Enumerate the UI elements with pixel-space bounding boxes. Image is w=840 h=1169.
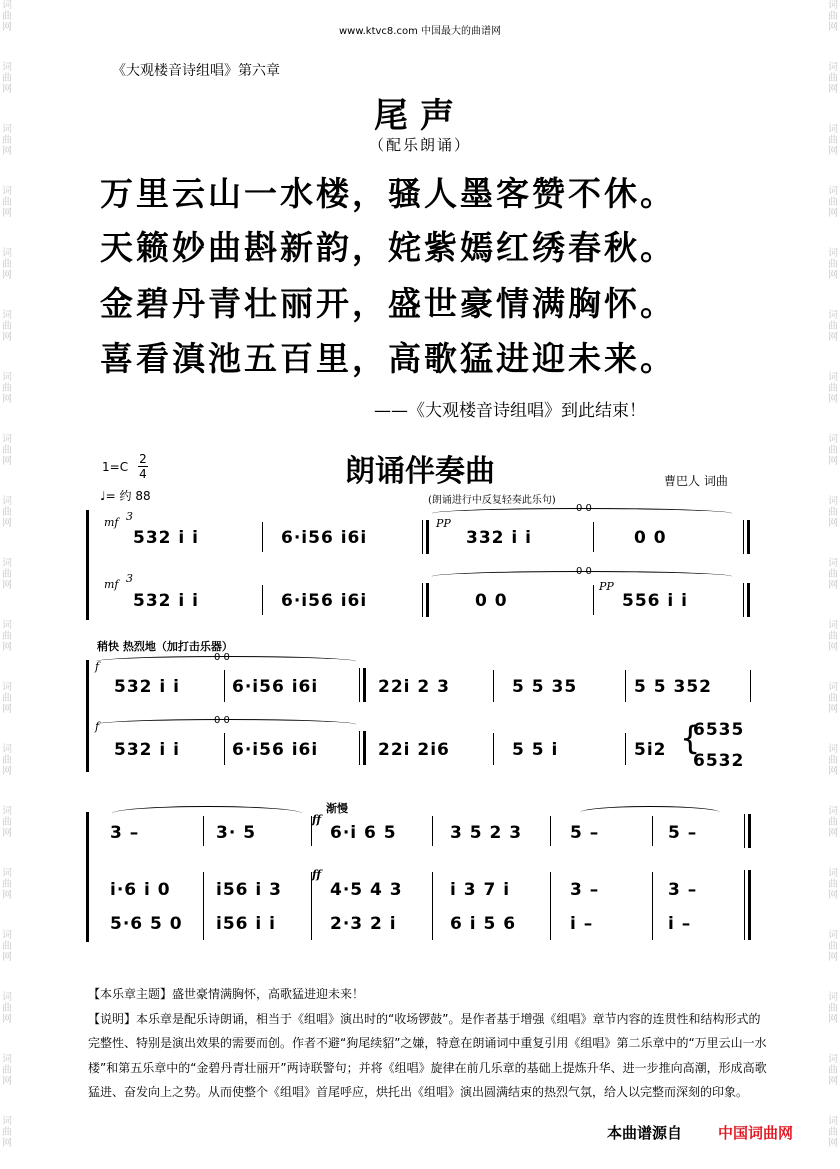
watermark-char: 曲 <box>2 817 12 828</box>
watermark-char: 网 <box>2 22 12 33</box>
watermark-char: 网 <box>2 1138 12 1149</box>
watermark-char: 网 <box>828 84 838 95</box>
repeat-barline <box>426 520 429 554</box>
measure-notes: 22i 2 3 <box>378 677 450 697</box>
watermark-char: 曲 <box>2 1065 12 1076</box>
key-signature: 1=C <box>102 460 129 474</box>
watermark-char: 网 <box>2 270 12 281</box>
barline <box>625 733 626 765</box>
watermark-char: 词 <box>2 248 12 259</box>
watermark-char: 网 <box>828 518 838 529</box>
measure-notes: 6·i56 i6i <box>281 528 368 548</box>
watermark-char: 词 <box>828 744 838 755</box>
watermark-char: 词 <box>828 248 838 259</box>
time-signature <box>138 452 148 481</box>
watermark-char: 曲 <box>828 259 838 270</box>
watermark-char: 网 <box>2 332 12 343</box>
watermark-char: 曲 <box>828 1127 838 1138</box>
time-denominator: 4 <box>139 467 147 481</box>
measure-notes: 532 i i <box>133 528 199 548</box>
measure-notes: i 3 7 i <box>450 880 511 900</box>
rest-marks: 0 0 <box>576 566 592 577</box>
barline <box>493 733 494 765</box>
watermark-group <box>0 186 14 219</box>
rest-marks: 0 0 <box>214 715 230 726</box>
page-title: 尾声 <box>374 96 466 136</box>
measure-notes: 5 – <box>570 823 600 843</box>
triplet-mark: 3 <box>126 510 133 523</box>
watermark-char: 词 <box>2 744 12 755</box>
watermark-char: 词 <box>2 558 12 569</box>
measure-notes: 4·5 4 3 <box>330 880 403 900</box>
watermark-group <box>826 186 840 219</box>
watermark-char: 词 <box>2 372 12 383</box>
watermark-char: 网 <box>828 766 838 777</box>
watermark-char: 网 <box>828 1014 838 1025</box>
watermark-group <box>0 620 14 653</box>
note-paragraph <box>88 1007 768 1105</box>
watermark-char: 网 <box>2 642 12 653</box>
subtitle: （配乐朗诵） <box>368 136 471 154</box>
watermark-char: 词 <box>828 372 838 383</box>
watermark-char: 网 <box>2 580 12 591</box>
measure-notes: 532 i i <box>114 677 180 697</box>
watermark-group <box>0 496 14 529</box>
phrase-slur <box>432 508 732 519</box>
phrase-slur <box>96 719 356 730</box>
dynamic-mark: mf <box>104 578 119 591</box>
footer-source: 本曲谱源自 <box>607 1124 683 1142</box>
barline <box>550 872 551 940</box>
barline <box>743 583 744 617</box>
watermark-group <box>0 372 14 405</box>
measure-notes: i56 i i <box>216 914 276 934</box>
measure-notes: 0 0 <box>475 591 508 611</box>
watermark-group <box>0 930 14 963</box>
watermark-char: 词 <box>2 310 12 321</box>
measure-notes: i56 i 3 <box>216 880 282 900</box>
barline <box>311 816 312 846</box>
watermark-char: 网 <box>828 208 838 219</box>
description-block <box>88 982 768 1105</box>
measure-notes: 5 5 i <box>512 740 559 760</box>
watermark-group <box>0 1054 14 1087</box>
watermark-char: 曲 <box>828 817 838 828</box>
measure-notes: 0 0 <box>634 528 667 548</box>
left-watermark <box>0 0 14 1169</box>
measure-notes: 6·i56 i6i <box>232 740 319 760</box>
watermark-group <box>826 620 840 653</box>
measure-notes: 532 i i <box>133 591 199 611</box>
watermark-char: 曲 <box>828 755 838 766</box>
watermark-group <box>826 744 840 777</box>
tempo-mark: ♩= 约 88 <box>100 489 151 503</box>
watermark-char: 网 <box>828 22 838 33</box>
watermark-char: 曲 <box>828 693 838 704</box>
watermark-group <box>0 558 14 591</box>
watermark-char: 词 <box>828 186 838 197</box>
watermark-char: 词 <box>2 124 12 135</box>
phrase-slur <box>112 806 302 821</box>
watermark-char: 网 <box>828 580 838 591</box>
measure-notes: 3 5 2 3 <box>450 823 523 843</box>
watermark-char: 词 <box>828 620 838 631</box>
watermark-char: 曲 <box>2 631 12 642</box>
watermark-char: 网 <box>828 952 838 963</box>
watermark-char: 网 <box>2 1076 12 1087</box>
watermark-char: 网 <box>828 1076 838 1087</box>
barline <box>744 870 745 940</box>
measure-notes: 5 5 35 <box>512 677 578 697</box>
watermark-char: 网 <box>2 890 12 901</box>
measure-notes: 6·i56 i6i <box>281 591 368 611</box>
watermark-char: 曲 <box>828 569 838 580</box>
chord-brace: { <box>680 719 701 757</box>
watermark-char: 词 <box>828 124 838 135</box>
barline <box>744 814 745 848</box>
barline <box>359 731 360 765</box>
watermark-group <box>826 868 840 901</box>
final-barline <box>748 814 751 848</box>
barline <box>593 585 594 615</box>
watermark-char: 词 <box>2 992 12 1003</box>
watermark-char: 网 <box>2 208 12 219</box>
watermark-char: 网 <box>828 828 838 839</box>
barline <box>743 520 744 554</box>
score-title: 朗诵伴奏曲 <box>345 454 495 489</box>
watermark-group <box>826 1116 840 1149</box>
watermark-char: 曲 <box>2 569 12 580</box>
watermark-char: 曲 <box>828 11 838 22</box>
watermark-char: 词 <box>2 620 12 631</box>
triplet-mark: 3 <box>126 572 133 585</box>
watermark-group <box>826 806 840 839</box>
system-bracket <box>86 660 89 772</box>
barline <box>224 670 225 702</box>
watermark-char: 词 <box>828 930 838 941</box>
measure-notes: 5 – <box>668 823 698 843</box>
watermark-group <box>826 992 840 1025</box>
poem-line: 万里云山一水楼，骚人墨客赞不休。 <box>100 174 676 213</box>
poem-line: 金碧丹青壮丽开，盛世豪情满胸怀。 <box>100 284 676 323</box>
watermark-group <box>826 310 840 343</box>
measure-notes: 6·i 6 5 <box>330 823 397 843</box>
measure-notes: 3 – <box>570 880 600 900</box>
watermark-group <box>826 496 840 529</box>
measure-notes: 6·i56 i6i <box>232 677 319 697</box>
chord-notes: 6532 <box>693 751 745 771</box>
watermark-group <box>0 682 14 715</box>
measure-notes: 332 i i <box>466 528 532 548</box>
dynamic-mark: mf <box>104 516 119 529</box>
theme-text: 盛世豪情满胸怀，高歌猛进迎未来！ <box>172 987 365 1001</box>
barline <box>625 670 626 702</box>
ending-line: ——《大观楼音诗组唱》到此结束！ <box>374 401 646 421</box>
watermark-char: 网 <box>828 332 838 343</box>
watermark-group <box>826 930 840 963</box>
barline <box>432 872 433 940</box>
rest-marks: 0 0 <box>214 652 230 663</box>
watermark-char: 网 <box>2 952 12 963</box>
repeat-barline <box>426 583 429 617</box>
watermark-char: 网 <box>2 766 12 777</box>
section-label: 稍快 热烈地（加打击乐器） <box>97 640 233 653</box>
barline <box>422 583 423 617</box>
barline <box>652 816 653 846</box>
watermark-char: 词 <box>828 310 838 321</box>
barline <box>311 872 312 940</box>
watermark-char: 词 <box>2 1054 12 1065</box>
watermark-char: 曲 <box>828 941 838 952</box>
measure-notes: 556 i i <box>622 591 688 611</box>
watermark-char: 曲 <box>2 11 12 22</box>
system-bracket <box>86 812 89 942</box>
site-header: www.ktvc8.com 中国最大的曲谱网 <box>338 26 501 37</box>
watermark-char: 曲 <box>828 135 838 146</box>
watermark-char: 词 <box>2 930 12 941</box>
theme-line <box>88 982 768 1007</box>
barline <box>652 872 653 940</box>
ritardando-mark: 渐慢 <box>326 802 348 815</box>
phrase-slur <box>96 656 356 667</box>
phrase-slur <box>580 806 720 819</box>
watermark-char: 曲 <box>828 321 838 332</box>
watermark-char: 曲 <box>828 879 838 890</box>
watermark-char: 曲 <box>2 693 12 704</box>
dynamic-mark: ff <box>312 813 322 826</box>
measure-notes: 5i2 <box>634 740 667 760</box>
watermark-char: 词 <box>828 434 838 445</box>
watermark-char: 曲 <box>828 383 838 394</box>
watermark-group <box>0 992 14 1025</box>
watermark-char: 网 <box>2 704 12 715</box>
watermark-char: 曲 <box>2 197 12 208</box>
barline <box>422 520 423 554</box>
watermark-char: 曲 <box>828 1065 838 1076</box>
watermark-char: 词 <box>2 434 12 445</box>
measure-notes: 3 – <box>668 880 698 900</box>
watermark-group <box>826 1054 840 1087</box>
watermark-group <box>0 744 14 777</box>
barline <box>224 733 225 765</box>
measure-notes: 5·6 5 0 <box>110 914 183 934</box>
watermark-group <box>826 248 840 281</box>
note-text: 本乐章是配乐诗朗诵，相当于《组唱》演出时的“收场锣鼓”。是作者基于增强《组唱》章节内容的连贯性和结构形式的完整性、特别是演出效果的需要而创。作者不避“狗尾续貂”之嫌，特意在朗诵词中重复引用《组唱》第二乐章中的“万里云山一水楼”和第五乐章中的“金碧丹青壮丽开”两诗联警句；并将《组唱》旋律在前几乐章的基础上提炼升华、进一步推向高潮，形成高歌猛进、奋发向上之势。从而使整个《组唱》首尾呼应，烘托出《组唱》演出圆满结束的热烈气氛，给人以完整而深刻的印象。 <box>88 1011 767 1099</box>
watermark-char: 网 <box>828 704 838 715</box>
measure-notes: 532 i i <box>114 740 180 760</box>
phrase-slur <box>432 571 732 582</box>
watermark-char: 曲 <box>2 941 12 952</box>
watermark-char: 网 <box>2 84 12 95</box>
measure-notes: 3· 5 <box>216 823 257 843</box>
note-label: 【说明】 <box>88 1011 137 1026</box>
watermark-char: 词 <box>2 682 12 693</box>
barline <box>262 522 263 552</box>
watermark-char: 词 <box>2 868 12 879</box>
watermark-char: 曲 <box>2 383 12 394</box>
barline <box>493 670 494 702</box>
barline <box>750 670 751 702</box>
watermark-char: 曲 <box>2 879 12 890</box>
watermark-group <box>0 806 14 839</box>
measure-notes: 5 5 352 <box>634 677 712 697</box>
watermark-char: 曲 <box>828 1003 838 1014</box>
barline <box>432 816 433 846</box>
barline <box>550 816 551 846</box>
watermark-char: 词 <box>2 496 12 507</box>
watermark-char: 网 <box>828 270 838 281</box>
watermark-char: 曲 <box>2 259 12 270</box>
watermark-char: 网 <box>828 890 838 901</box>
watermark-char: 网 <box>828 456 838 467</box>
watermark-char: 曲 <box>828 445 838 456</box>
watermark-char: 词 <box>828 1116 838 1127</box>
watermark-char: 网 <box>2 828 12 839</box>
watermark-group <box>0 310 14 343</box>
watermark-group <box>826 682 840 715</box>
barline <box>593 522 594 552</box>
watermark-char: 词 <box>2 62 12 73</box>
watermark-char: 网 <box>828 394 838 405</box>
dynamic-mark: PP <box>436 517 451 530</box>
watermark-char: 词 <box>828 1054 838 1065</box>
watermark-char: 词 <box>2 186 12 197</box>
dynamic-mark: f <box>95 660 100 673</box>
measure-notes: 2·3 2 i <box>330 914 397 934</box>
watermark-char: 网 <box>828 1138 838 1149</box>
watermark-char: 网 <box>2 1014 12 1025</box>
dynamic-mark: f <box>95 720 100 733</box>
barline <box>262 585 263 615</box>
time-numerator: 2 <box>139 452 147 466</box>
watermark-char: 词 <box>828 992 838 1003</box>
system-bracket <box>86 510 89 620</box>
repeat-barline <box>747 520 750 554</box>
dynamic-mark: ff <box>312 868 322 881</box>
watermark-char: 曲 <box>2 445 12 456</box>
watermark-char: 曲 <box>828 507 838 518</box>
poem-line: 天籁妙曲斟新韵，姹紫嫣红绣春秋。 <box>100 228 676 267</box>
watermark-char: 词 <box>828 682 838 693</box>
watermark-char: 词 <box>828 0 838 11</box>
repeat-barline <box>363 731 366 765</box>
watermark-char: 曲 <box>2 1127 12 1138</box>
author-credit: 曹巴人 词曲 <box>664 474 728 488</box>
watermark-group <box>826 372 840 405</box>
watermark-char: 词 <box>2 1116 12 1127</box>
watermark-char: 曲 <box>2 1003 12 1014</box>
watermark-group <box>0 868 14 901</box>
watermark-char: 词 <box>828 496 838 507</box>
watermark-char: 词 <box>828 806 838 817</box>
watermark-char: 词 <box>2 0 12 11</box>
watermark-char: 网 <box>2 394 12 405</box>
chord-notes: 6535 <box>693 720 745 740</box>
watermark-char: 词 <box>2 806 12 817</box>
watermark-char: 曲 <box>828 197 838 208</box>
measure-notes: 6 i 5 6 <box>450 914 517 934</box>
recite-note: (朗诵进行中反复轻奏此乐句) <box>428 495 556 506</box>
watermark-char: 网 <box>2 518 12 529</box>
barline <box>203 816 204 846</box>
measure-notes: i – <box>668 914 692 934</box>
watermark-char: 曲 <box>2 321 12 332</box>
repeat-barline <box>747 583 750 617</box>
watermark-group <box>0 1116 14 1149</box>
watermark-char: 曲 <box>2 135 12 146</box>
watermark-char: 网 <box>2 456 12 467</box>
watermark-char: 曲 <box>828 73 838 84</box>
watermark-char: 曲 <box>828 631 838 642</box>
watermark-char: 网 <box>828 642 838 653</box>
watermark-group <box>0 248 14 281</box>
theme-label: 【本乐章主题】 <box>88 987 173 1001</box>
footer-brand-link[interactable]: 中国词曲网 <box>718 1124 794 1142</box>
measure-notes: i·6 i 0 <box>110 880 171 900</box>
watermark-char: 曲 <box>2 73 12 84</box>
measure-notes: i – <box>570 914 594 934</box>
rest-marks: 0 0 <box>576 503 592 514</box>
watermark-group <box>826 558 840 591</box>
barline <box>359 668 360 702</box>
repeat-barline <box>363 668 366 702</box>
watermark-char: 曲 <box>2 755 12 766</box>
watermark-char: 网 <box>828 146 838 157</box>
measure-notes: 22i 2i6 <box>378 740 450 760</box>
watermark-char: 词 <box>828 558 838 569</box>
chapter-title: 《大观楼音诗组唱》第六章 <box>112 63 280 79</box>
dynamic-mark: PP <box>599 580 614 593</box>
barline <box>203 872 204 940</box>
watermark-char: 词 <box>828 62 838 73</box>
final-barline <box>748 870 751 940</box>
measure-notes: 3 – <box>110 823 140 843</box>
watermark-char: 网 <box>2 146 12 157</box>
right-watermark <box>826 0 840 1169</box>
poem-line: 喜看滇池五百里，高歌猛进迎未来。 <box>100 339 676 378</box>
watermark-char: 词 <box>828 868 838 879</box>
watermark-char: 曲 <box>2 507 12 518</box>
